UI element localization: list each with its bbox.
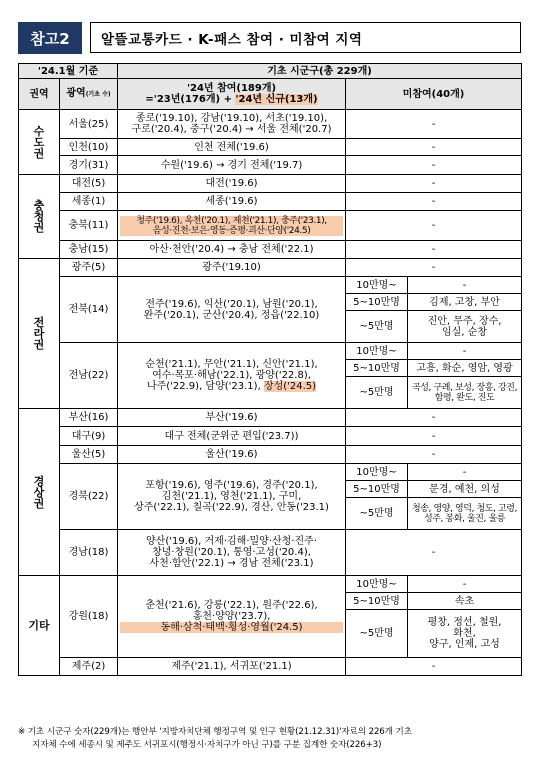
nonjoin-gangwon-50-100k: 속초 [408, 593, 522, 610]
col-region: 권역 [19, 79, 60, 110]
join-busan: 부산('19.6) [118, 409, 346, 427]
section-title: 알뜰교통카드 · K-패스 참여 · 미참여 지역 [90, 22, 521, 53]
join-incheon: 인천 전체('19.6) [118, 139, 346, 156]
metro-gyeongnam: 경남(18) [60, 530, 118, 576]
nonjoin-busan: - [346, 409, 522, 427]
metro-gangwon: 강원(18) [60, 576, 118, 658]
region-chung: 충 청 권 [19, 175, 60, 259]
pop-tier: 10만명~ [346, 277, 408, 294]
col-metro: 광역(기초 수) [60, 79, 118, 110]
nonjoin-chungnam: - [346, 241, 522, 259]
nonjoin-gangwon-50k: 평창, 정선, 철원, 화천, 양구, 인제, 고성 [408, 610, 522, 658]
pop-tier: 10만명~ [346, 464, 408, 481]
metro-daegu: 대구(9) [60, 427, 118, 446]
region-gyeong: 경 상 권 [19, 409, 60, 576]
metro-chungbuk: 충북(11) [60, 211, 118, 241]
metro-incheon: 인천(10) [60, 139, 118, 156]
join-jeonnam: 순천('21.1), 무안('21.1), 신안('21.1), 여수·목포·해남('22.1), 광양('22.8), 나주('22.9), 담양('23.1), 장성('24.5) [118, 343, 346, 409]
metro-sejong: 세종(1) [60, 193, 118, 211]
region-jeolla: 전 라 권 [19, 259, 60, 409]
join-gyeonggi: 수원('19.6) → 경기 전체('19.7) [118, 156, 346, 175]
pop-tier: 5~10만명 [346, 360, 408, 377]
metro-gwangju: 광주(5) [60, 259, 118, 277]
join-jeju: 제주('21.1), 서귀포('21.1) [118, 658, 346, 676]
metro-jeonnam: 전남(22) [60, 343, 118, 409]
metro-chungnam: 충남(15) [60, 241, 118, 259]
nonjoin-gyeongbuk-100k: - [408, 464, 522, 481]
participation-table [18, 63, 522, 676]
join-sejong: 세종('19.6) [118, 193, 346, 211]
join-ulsan: 울산('19.6) [118, 446, 346, 464]
metro-daejeon: 대전(5) [60, 175, 118, 193]
nonjoin-seoul: - [346, 110, 522, 139]
section-header [18, 22, 521, 54]
join-gyeongnam: 양산('19.6), 거제·김해·밀양·산청·진주· 창녕·창원('20.1), 통영·고성('20.4), 사천·함안('22.1) → 경남 전체('23.1) [118, 530, 346, 576]
metro-seoul: 서울(25) [60, 110, 118, 139]
pop-tier: 10만명~ [346, 343, 408, 360]
join-daegu: 대구 전체(군위군 편입('23.7)) [118, 427, 346, 446]
pop-tier: 5~10만명 [346, 294, 408, 311]
nonjoin-jeonnam-50k: 곡성, 구례, 보성, 장흥, 강진, 함평, 완도, 진도 [408, 377, 522, 409]
base-date: '24.1월 기준 [19, 64, 118, 79]
join-jeonbuk: 전주('19.6), 익산('20.1), 남원('20.1), 완주('20.1), 군산('20.4), 정읍('22.10) [118, 277, 346, 343]
col-join: '24년 참여(189개) ='23년(176개) + '24년 신규(13개) [118, 79, 346, 110]
join-chungbuk: 청주('19.6), 옥천('20.1), 제천('21.1), 충주('23.1), 음성·진천·보은·영동·증평·괴산·단양('24.5) [118, 211, 346, 241]
pop-tier: ~5만명 [346, 610, 408, 658]
nonjoin-jeonnam-50-100k: 고흥, 화순, 영암, 영광 [408, 360, 522, 377]
region-etc: 기타 [19, 576, 60, 676]
join-seoul: 종로('19.10), 강남('19.10), 서초('19.10), 구로('20.4), 중구('20.4) → 서울 전체('20.7) [118, 110, 346, 139]
nonjoin-sejong: - [346, 193, 522, 211]
pop-tier: ~5만명 [346, 498, 408, 530]
nonjoin-gyeongbuk-50-100k: 문경, 예천, 의성 [408, 481, 522, 498]
pop-tier: 5~10만명 [346, 481, 408, 498]
base-title: 기초 시군구(총 229개) [118, 64, 522, 79]
metro-jeonbuk: 전북(14) [60, 277, 118, 343]
join-gwangju: 광주('19.10) [118, 259, 346, 277]
join-chungnam: 아산·천안('20.4) → 충남 전체('22.1) [118, 241, 346, 259]
nonjoin-gangwon-100k: - [408, 576, 522, 593]
nonjoin-daegu: - [346, 427, 522, 446]
nonjoin-jeonnam-100k: - [408, 343, 522, 360]
metro-gyeongbuk: 경북(22) [60, 464, 118, 530]
nonjoin-gyeonggi: - [346, 156, 522, 175]
nonjoin-gyeongbuk-50k: 청송, 영양, 영덕, 청도, 고령, 성주, 봉화, 울진, 울릉 [408, 498, 522, 530]
reference-tag: 참고2 [18, 22, 82, 54]
region-sudo: 수 도 권 [19, 110, 60, 175]
metro-ulsan: 울산(5) [60, 446, 118, 464]
nonjoin-jeju: - [346, 658, 522, 676]
nonjoin-jeonbuk-100k: - [408, 277, 522, 294]
nonjoin-chungbuk: - [346, 211, 522, 241]
metro-busan: 부산(16) [60, 409, 118, 427]
col-nonjoin: 미참여(40개) [346, 79, 522, 110]
nonjoin-daejeon: - [346, 175, 522, 193]
join-daejeon: 대전('19.6) [118, 175, 346, 193]
nonjoin-incheon: - [346, 139, 522, 156]
join-gyeongbuk: 포항('19.6), 영주('19.6), 경주('20.1), 김천('21.1), 영천('21.1), 구미, 상주('22.1), 칠곡('22.9), 경산, 안동('23.1) [118, 464, 346, 530]
join-gangwon: 춘천('21.6), 강릉('22.1), 원주('22.6), 홍천·양양('23.7), 동해·삼척·태백·횡성·영월('24.5) [118, 576, 346, 658]
metro-gyeonggi: 경기(31) [60, 156, 118, 175]
nonjoin-gyeongnam: - [346, 530, 522, 576]
pop-tier: 5~10만명 [346, 593, 408, 610]
nonjoin-ulsan: - [346, 446, 522, 464]
nonjoin-jeonbuk-50k: 진안, 무주, 장수, 임실, 순창 [408, 311, 522, 343]
nonjoin-jeonbuk-50-100k: 김제, 고창, 부안 [408, 294, 522, 311]
pop-tier: ~5만명 [346, 311, 408, 343]
pop-tier: 10만명~ [346, 576, 408, 593]
nonjoin-gwangju: - [346, 259, 522, 277]
metro-jeju: 제주(2) [60, 658, 118, 676]
footnote: ※ 기초 시군구 숫자(229개)는 행안부 '지방자치단체 행정구역 및 인구 현황(21.12.31)'자료의 226개 기초 지자체 수에 세종시 및 제주도 서귀포시(행정시·자치구가 아닌 구)를 구분 집계한 숫자(226+3) [18, 727, 412, 750]
pop-tier: ~5만명 [346, 377, 408, 409]
